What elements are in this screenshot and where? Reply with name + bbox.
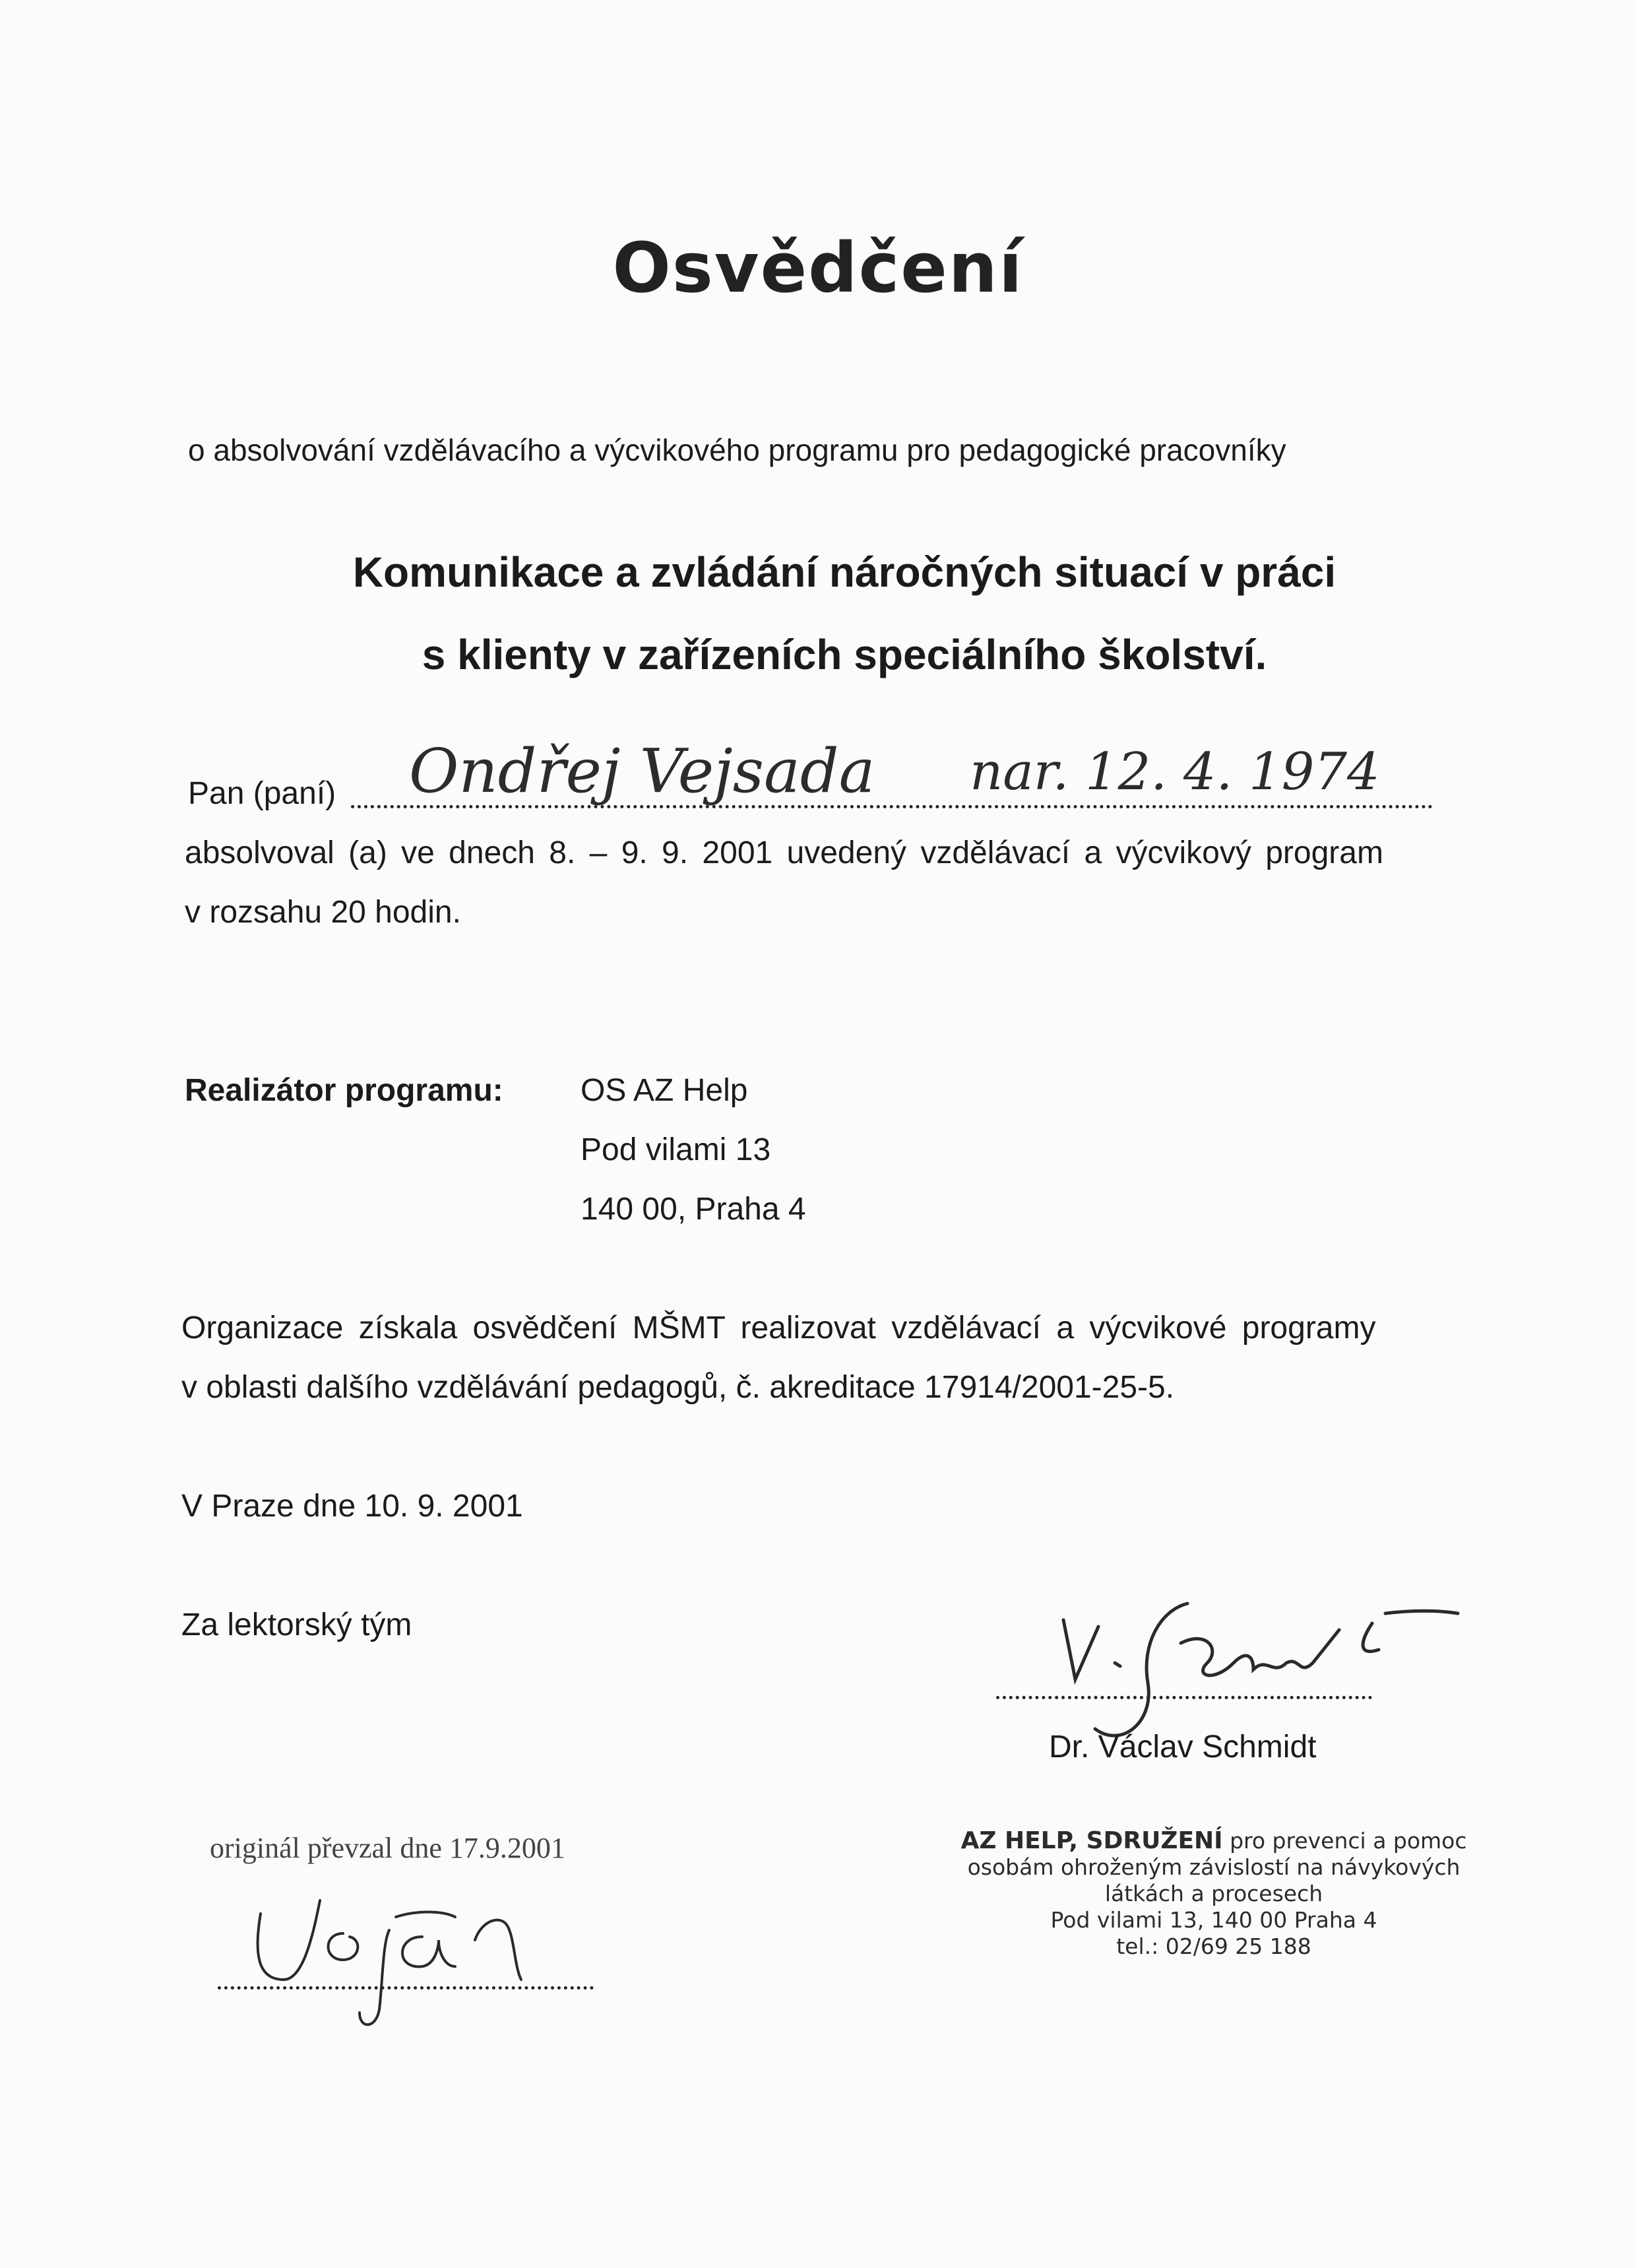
program-name-line-2: s klienty v zařízeních speciálního školství. bbox=[422, 631, 1267, 678]
stamp-line-2: osobám ohroženým závislostí na návykových bbox=[967, 1854, 1461, 1880]
stamp-line-1-bold: AZ HELP, SDRUŽENÍ bbox=[960, 1827, 1223, 1854]
participant-name-handwritten: Ondřej Vejsada bbox=[409, 736, 875, 806]
organizer-label: Realizátor programu: bbox=[185, 1073, 503, 1108]
stamp-line-4: Pod vilami 13, 140 00 Praha 4 bbox=[1050, 1907, 1377, 1933]
certificate-title: Osvědčení bbox=[612, 228, 1024, 308]
organizer-name: OS AZ Help bbox=[581, 1073, 748, 1108]
accreditation-line-1: Organizace získala osvědčení MŠMT realizovat vzdělávací a výcvikové programy bbox=[181, 1311, 1376, 1345]
participant-birth-handwritten: nar. 12. 4. 1974 bbox=[970, 742, 1380, 802]
accreditation-line-2: v oblasti dalšího vzdělávání pedagogů, č. akreditace 17914/2001-25-5. bbox=[181, 1370, 1175, 1405]
completion-line-1: absolvoval (a) ve dnech 8. – 9. 9. 2001 uvedený vzdělávací a výcvikový program bbox=[185, 835, 1383, 870]
participant-label: Pan (paní) bbox=[188, 776, 336, 811]
stamp-line-5: tel.: 02/69 25 188 bbox=[1116, 1933, 1311, 1959]
organizer-street: Pod vilami 13 bbox=[581, 1132, 771, 1167]
stamp-line-1-rest: pro prevenci a pomoc bbox=[1230, 1828, 1467, 1854]
organizer-city: 140 00, Praha 4 bbox=[581, 1192, 806, 1227]
organization-stamp bbox=[924, 1828, 1504, 1960]
received-dotted-line bbox=[218, 1960, 594, 1990]
received-note: originál převzal dne 17.9.2001 bbox=[210, 1832, 565, 1864]
place-and-date: V Praze dne 10. 9. 2001 bbox=[181, 1489, 523, 1524]
stamp-line-3: látkách a procesech bbox=[1104, 1881, 1323, 1906]
program-name-line-1: Komunikace a zvládání náročných situací v práci bbox=[352, 548, 1337, 596]
certificate-subtitle: o absolvování vzdělávacího a výcvikového programu pro pedagogické pracovníky bbox=[188, 433, 1286, 467]
lecturer-team-label: Za lektorský tým bbox=[181, 1607, 412, 1642]
completion-line-2: v rozsahu 20 hodin. bbox=[185, 895, 461, 930]
schmidt-signature bbox=[1063, 1604, 1458, 1735]
signatory-name: Dr. Václav Schmidt bbox=[1049, 1730, 1317, 1765]
